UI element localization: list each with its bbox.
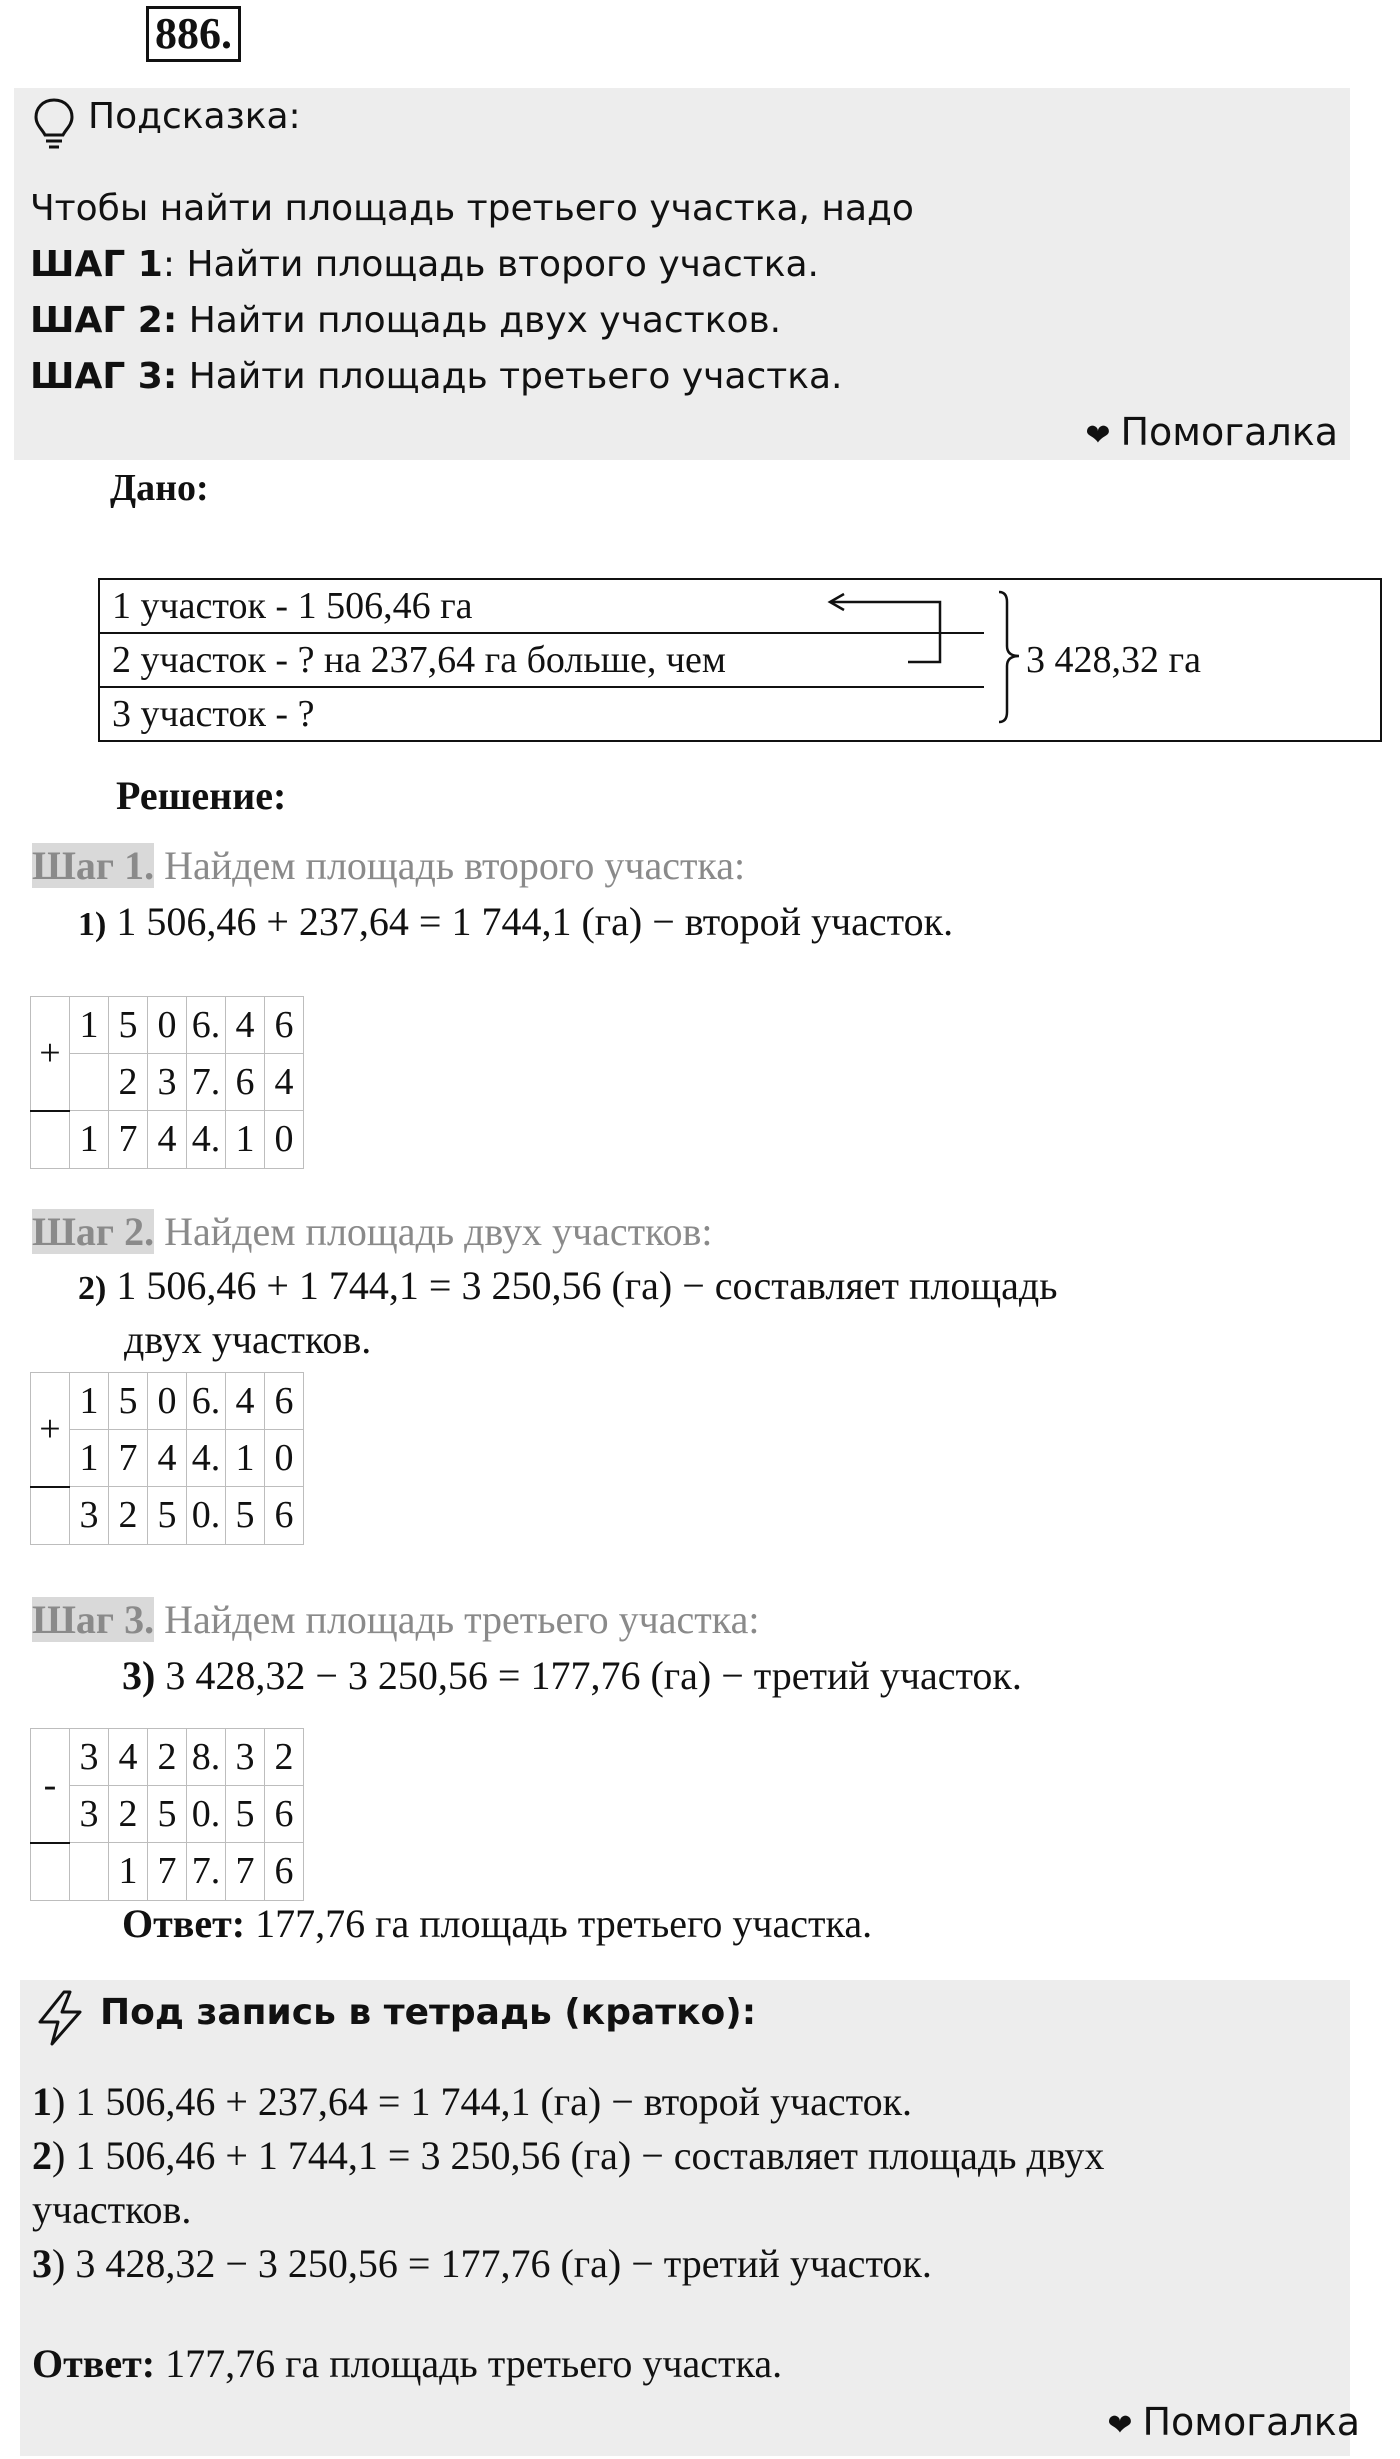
digit: 0. [187, 1786, 226, 1843]
digit: 7. [187, 1843, 226, 1901]
answer-line [122, 1900, 872, 1947]
step-label: Шаг 1. [32, 843, 155, 888]
comparison-arrow [820, 590, 950, 670]
digit: 7 [226, 1843, 265, 1901]
digit: 1 [70, 1430, 109, 1487]
hint-title: Подсказка: [88, 96, 301, 137]
solution-title: Решение: [116, 773, 287, 818]
step-number: 1) [78, 906, 107, 943]
note-line-num: 2 [32, 2133, 52, 2178]
result-line [31, 1111, 70, 1169]
brand-label: Помогалка [1120, 410, 1338, 454]
digit [70, 1054, 109, 1111]
digit: 6 [265, 1843, 304, 1901]
digit: 5 [148, 1786, 187, 1843]
note-line-text: ) 3 428,32 − 3 250,56 = 177,76 (га) − третий участок. [52, 2241, 932, 2286]
digit: 3 [226, 1729, 265, 1786]
note-title: Под запись в тетрадь (кратко): [100, 1992, 757, 2033]
answer-label: Ответ: [32, 2341, 156, 2386]
digit: 1 [70, 1111, 109, 1169]
hint-intro: Чтобы найти площадь третьего участка, надо [30, 188, 914, 229]
digit: 3 [70, 1487, 109, 1545]
digit: 2 [265, 1729, 304, 1786]
step-2-equation [78, 1262, 1058, 1309]
note-line-text: ) 1 506,46 + 1 744,1 = 3 250,56 (га) − составляет площадь двух [52, 2133, 1105, 2178]
step-text: Найдем площадь двух участков: [154, 1209, 713, 1254]
digit: 6. [187, 997, 226, 1054]
step-label: Шаг 3. [32, 1597, 155, 1642]
digit: 6 [265, 997, 304, 1054]
result-line [31, 1843, 70, 1901]
step-3-equation [122, 1652, 1022, 1699]
note-line-2-cont [32, 2186, 191, 2233]
equation-text: 3 428,32 − 3 250,56 = 177,76 (га) − третий участок. [155, 1653, 1022, 1698]
given-row-3: 3 участок - ? [99, 687, 984, 741]
digit: 1 [226, 1111, 265, 1169]
heart-icon: ❤ [1107, 2408, 1133, 2443]
digit: 4 [265, 1054, 304, 1111]
digit: 7 [148, 1843, 187, 1901]
hint-step-text: Найти площадь второго участка. [175, 244, 819, 285]
digit: 1 [70, 997, 109, 1054]
digit: 5 [148, 1487, 187, 1545]
digit: 4 [226, 1373, 265, 1430]
note-line-2 [32, 2132, 1104, 2179]
hint-step-text: Найти площадь третьего участка. [177, 356, 843, 397]
digit: 6 [265, 1786, 304, 1843]
note-line-num: 1 [32, 2079, 52, 2124]
step-2-heading [32, 1208, 712, 1255]
note-line-num: 3 [32, 2241, 52, 2286]
digit: 4 [109, 1729, 148, 1786]
brand-link[interactable] [1107, 2400, 1360, 2444]
answer-label: Ответ: [122, 1901, 246, 1946]
digit: 2 [109, 1786, 148, 1843]
given-total-label: 3 428,32 га [1026, 639, 1201, 681]
digit: 7 [109, 1111, 148, 1169]
digit: 0 [265, 1111, 304, 1169]
digit: 1 [226, 1430, 265, 1487]
step-number: 3) [122, 1653, 156, 1698]
brand-label: Помогалка [1142, 2400, 1360, 2444]
digit: 2 [148, 1729, 187, 1786]
hint-step-1 [30, 244, 819, 285]
column-calc-3 [30, 1728, 304, 1901]
lightning-icon [34, 1988, 86, 2048]
digit: 6 [265, 1373, 304, 1430]
digit: 3 [148, 1054, 187, 1111]
note-line-1 [32, 2078, 912, 2125]
digit: 6 [265, 1487, 304, 1545]
operator-sign: + [31, 997, 70, 1111]
digit: 2 [109, 1054, 148, 1111]
digit: 5 [109, 997, 148, 1054]
hint-step-3 [30, 356, 842, 397]
digit: 5 [226, 1487, 265, 1545]
hint-step-label: ШАГ 2: [30, 300, 178, 341]
digit: 0 [265, 1430, 304, 1487]
brand-link[interactable] [1085, 410, 1338, 454]
hint-step-label: ШАГ 3: [30, 356, 178, 397]
digit: 1 [109, 1843, 148, 1901]
note-line-3 [32, 2240, 932, 2287]
note-line-text: участков. [32, 2187, 192, 2232]
digit: 4 [226, 997, 265, 1054]
digit [70, 1843, 109, 1901]
digit: 0 [148, 997, 187, 1054]
given-title: Дано: [110, 467, 209, 509]
digit: 3 [70, 1786, 109, 1843]
equation-text: 1 506,46 + 1 744,1 = 3 250,56 (га) − составляет площадь [106, 1263, 1058, 1308]
equation-text: 1 506,46 + 237,64 = 1 744,1 (га) − второй участок. [106, 899, 954, 944]
digit: 2 [109, 1487, 148, 1545]
hint-step-label: ШАГ 1 [30, 244, 163, 285]
digit: 4 [148, 1430, 187, 1487]
given-table [98, 578, 1382, 742]
digit: 6 [226, 1054, 265, 1111]
heart-icon: ❤ [1085, 418, 1111, 453]
column-calc-2 [30, 1372, 304, 1545]
step-text: Найдем площадь второго участка: [154, 843, 746, 888]
digit: 5 [109, 1373, 148, 1430]
total-brace [985, 588, 1035, 728]
step-1-heading [32, 842, 745, 889]
digit: 0. [187, 1487, 226, 1545]
digit: 4 [148, 1111, 187, 1169]
digit: 7 [109, 1430, 148, 1487]
answer-text: 177,76 га площадь третьего участка. [245, 1901, 873, 1946]
hint-step-2 [30, 300, 781, 341]
digit: 5 [226, 1786, 265, 1843]
step-label: Шаг 2. [32, 1209, 155, 1254]
step-3-heading [32, 1596, 759, 1643]
step-text: Найдем площадь третьего участка: [154, 1597, 760, 1642]
task-number: 886. [146, 6, 241, 62]
step-1-equation [78, 898, 953, 945]
answer-text: 177,76 га площадь третьего участка. [155, 2341, 783, 2386]
result-line [31, 1487, 70, 1545]
step-number: 2) [78, 1270, 107, 1307]
digit: 6. [187, 1373, 226, 1430]
digit: 4. [187, 1430, 226, 1487]
hint-step-text: Найти площадь двух участков. [177, 300, 782, 341]
note-answer [32, 2340, 782, 2387]
given-total [984, 579, 1381, 741]
operator-sign: + [31, 1373, 70, 1487]
given-row-1: 1 участок - 1 506,46 га [99, 579, 984, 633]
digit: 0 [148, 1373, 187, 1430]
operator-sign: - [31, 1729, 70, 1843]
step-2-equation-cont: двух участков. [124, 1317, 372, 1362]
digit: 7. [187, 1054, 226, 1111]
column-calc-1 [30, 996, 304, 1169]
hint-step-sep: : [162, 244, 175, 285]
digit: 1 [70, 1373, 109, 1430]
digit: 4. [187, 1111, 226, 1169]
note-line-text: ) 1 506,46 + 237,64 = 1 744,1 (га) − второй участок. [52, 2079, 913, 2124]
given-row-2: 2 участок - ? на 237,64 га больше, чем [99, 633, 984, 687]
digit: 3 [70, 1729, 109, 1786]
digit: 8. [187, 1729, 226, 1786]
lightbulb-icon [32, 96, 76, 152]
